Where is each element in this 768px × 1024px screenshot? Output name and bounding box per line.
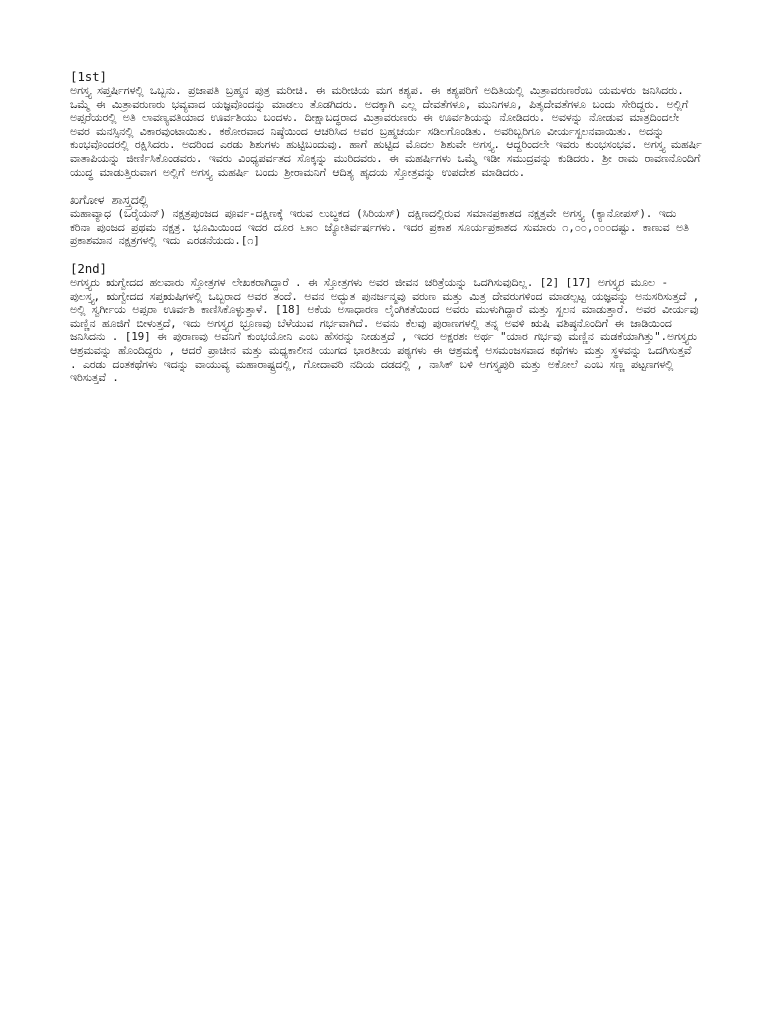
section-1st (70, 70, 702, 179)
section-heading: [2nd] (70, 260, 107, 276)
section-paragraph: ಅಗಸ್ತ್ಯ ಸಪ್ತರ್ಷಿಗಳಲ್ಲಿ ಒಬ್ಬನು. ಪ್ರಜಾಪತಿ ಬ್ರಹ್ಮನ ಪುತ್ರ ಮರೀಚಿ. ಈ ಮರೀಚಿಯ ಮಗ ಕಶ್ಯಪ. ಈ ಕಶ್ಯಪರಿಗೆ ಅದಿತಿಯಲ್ಲಿ ಮಿತ್ರಾವರುಣರೆಂಬ ಯಮಳರು ಜನಿಸಿದರು. ಒಮ್ಮೆ ಈ ಮಿತ್ರಾವರುಣರು ಭವ್ಯವಾದ ಯಜ್ಞವೊಂದನ್ನು ಮಾಡಲು ತೊಡಗಿದರು. ಅದಕ್ಕಾಗಿ ಎಲ್ಲ ದೇವತೆಗಳೂ, ಮುನಿಗಳೂ, ಪಿತೃದೇವತೆಗಳೂ ಬಂದು ಸೇರಿದ್ದರು. ಅಲ್ಲಿಗೆ ಅಪ್ಸರೆಯರಲ್ಲಿ ಅತಿ ಲಾವಣ್ಯವತಿಯಾದ ಊರ್ವಶಿಯು ಬಂದಳು. ದೀಕ್ಷಾಬದ್ಧರಾದ ಮಿತ್ರಾವರುಣರು ಈ ಊರ್ವಶಿಯನ್ನು ನೋಡಿದರು. ಅವಳನ್ನು ನೋಡುವ ಮಾತ್ರದಿಂದಲೇ ಅವರ ಮನಸ್ಸಿನಲ್ಲಿ ವಿಕಾರವುಂಟಾಯಿತು. ಕಠೋರವಾದ ನಿಷ್ಠೆಯಿಂದ ಆಚರಿಸಿದ ಅವರ ಬ್ರಹ್ಮಚರ್ಯ ಸಡಿಲಗೊಂಡಿತು. ಅವರಿಬ್ಬರಿಗೂ ವೀರ್ಯಸ್ಖಲನವಾಯಿತು. ಅದನ್ನು ಕುಂಭವೊಂದರಲ್ಲಿ ರಕ್ಷಿಸಿದರು. ಅದರಿಂದ ಎರಡು ಶಿಶುಗಳು ಹುಟ್ಟಿಬಂದುವು. ಹಾಗೆ ಹುಟ್ಟಿದ ಮೊದಲ ಶಿಶುವೇ ಅಗಸ್ತ್ಯ. ಆದ್ದರಿಂದಲೇ ಇವರು ಕುಂಭಸಂಭವ. ಅಗಸ್ತ್ಯ ಮಹರ್ಷಿ ವಾತಾಪಿಯನ್ನು ಜೀರ್ಣಿಸಿಕೊಂಡವರು. ಇವರು ವಿಂಧ್ಯಪರ್ವತದ ಸೊಕ್ಕನ್ನು ಮುರಿದವರು. ಈ ಮಹರ್ಷಿಗಳು ಒಮ್ಮೆ ಇಡೀ ಸಮುದ್ರವನ್ನು ಕುಡಿದರು. ಶ್ರೀ ರಾಮ ರಾವಣನೊಂದಿಗೆ ಯುದ್ಧ ಮಾಡುತ್ತಿರುವಾಗ ಅಲ್ಲಿಗೆ ಅಗಸ್ತ್ಯ ಮಹರ್ಷಿ ಬಂದು ಶ್ರೀರಾಮನಿಗೆ ಆದಿತ್ಯ ಹೃದಯ ಸ್ತೋತ್ರವನ್ನು ಉಪದೇಶ ಮಾಡಿದರು. (70, 84, 702, 179)
section-astronomy (70, 193, 702, 248)
document-page (70, 70, 702, 399)
section-heading: [1st] (70, 69, 107, 84)
section-heading: ಖಗೋಳ ಶಾಸ್ತ್ರದಲ್ಲಿ (70, 192, 148, 208)
section-2nd (70, 262, 702, 385)
section-paragraph: ಅಗಸ್ತ್ಯರು ಋಗ್ವೇದದ ಹಲವಾರು ಸ್ತೋತ್ರಗಳ ಲೇಖಕರಾಗಿದ್ದಾರೆ . ಈ ಸ್ತೋತ್ರಗಳು ಅವರ ಜೀವನ ಚರಿತ್ರೆಯನ್ನು ಒದಗಿಸುವುದಿಲ್ಲ. [2] [17] ಅಗಸ್ತ್ಯರ ಮೂಲ - ಪುಲಸ್ತ್ಯ, ಋಗ್ವೇದದ ಸಪ್ತಋಷಿಗಳಲ್ಲಿ ಒಬ್ಬರಾದ ಅವರ ತಂದೆ. ಅವನ ಅದ್ಭುತ ಪುನರ್ಜನ್ಮವು ವರುಣ ಮತ್ತು ಮಿತ್ರ ದೇವರುಗಳಿಂದ ಮಾಡಲ್ಪಟ್ಟ ಯಜ್ಞವನ್ನು ಅನುಸರಿಸುತ್ತದೆ , ಅಲ್ಲಿ ಸ್ವರ್ಗೀಯ ಅಪ್ಸರಾ ಊರ್ವಶಿ ಕಾಣಿಸಿಕೊಳ್ಳುತ್ತಾಳೆ. [18] ಅಕೆಯ ಅಸಾಧಾರಣ ಲೈಂಗಿಕತೆಯಿಂದ ಅವರು ಮುಳುಗಿದ್ದಾರೆ ಮತ್ತು ಸ್ಖಲನ ಮಾಡುತ್ತಾರೆ. ಅವರ ವೀರ್ಯವು ಮಣ್ಣಿನ ಹೂಜಿಗೆ ಬೀಳುತ್ತದೆ, ಇದು ಅಗಸ್ತ್ಯರ ಭ್ರೂಣವು ಬೆಳೆಯುವ ಗರ್ಭವಾಗಿದೆ. ಅವನು ಕೆಲವು ಪುರಾಣಗಳಲ್ಲಿ ತನ್ನ ಅವಳಿ ಋಷಿ ವಶಿಷ್ಠನೊಂದಿಗೆ ಈ ಜಾಡಿಯಿಂದ ಜನಿಸಿದನು . [19] ಈ ಪುರಾಣವು ಅವನಿಗೆ ಕುಂಭಯೋನಿ ಎಂಬ ಹೆಸರನ್ನು ನೀಡುತ್ತದೆ , ಇದರ ಅಕ್ಷರಶಃ ಅರ್ಥ "ಯಾರ ಗರ್ಭವು ಮಣ್ಣಿನ ಮಡಕೆಯಾಗಿತ್ತು".ಅಗಸ್ತ್ಯರು ಆಶ್ರಮವನ್ನು ಹೊಂದಿದ್ದರು , ಆದರೆ ಪ್ರಾಚೀನ ಮತ್ತು ಮಧ್ಯಕಾಲೀನ ಯುಗದ ಭಾರತೀಯ ಪಠ್ಯಗಳು ಈ ಆಶ್ರಮಕ್ಕೆ ಅಸಮಂಜಸವಾದ ಕಥೆಗಳು ಮತ್ತು ಸ್ಥಳವನ್ನು ಒದಗಿಸುತ್ತವೆ . ಎರಡು ದಂತಕಥೆಗಳು ಇದನ್ನು ವಾಯುವ್ಯ ಮಹಾರಾಷ್ಟ್ರದಲ್ಲಿ, ಗೋದಾವರಿ ನದಿಯ ದಡದಲ್ಲಿ , ನಾಸಿಕ್ ಬಳಿ ಅಗಸ್ತ್ಯಪುರಿ ಮತ್ತು ಅಕೋಲೆ ಎಂಬ ಸಣ್ಣ ಪಟ್ಟಣಗಳಲ್ಲಿ ಇರಿಸುತ್ತವೆ . (70, 275, 700, 385)
section-paragraph: ಮಹಾವ್ಯಾಧ (ಒರೈಯನ್) ನಕ್ಷತ್ರಪುಂಜದ ಪೂರ್ವ-ದಕ್ಷಿಣಕ್ಕೆ ಇರುವ ಲುಬ್ಧಕದ (ಸಿರಿಯಸ್) ದಕ್ಷಿಣದಲ್ಲಿರುವ ಸಮಾನಪ್ರಕಾಶದ ನಕ್ಷತ್ರವೇ ಅಗಸ್ತ್ಯ (ಕ್ಯಾನೋಪಸ್). ಇದು ಕರಿನಾ ಪುಂಜದ ಪ್ರಥಮ ನಕ್ಷತ್ರ. ಭೂಮಿಯಿಂದ ಇದರ ದೂರ ೬೫೦ ಜ್ಯೋತಿರ್ವರ್ಷಗಳು. ಇದರ ಪ್ರಕಾಶ ಸೂರ್ಯಪ್ರಕಾಶದ ಸುಮಾರು ೧,೦೦,೦೦೦ದಷ್ಟು. ಕಾಣುವ ಅತಿ ಪ್ರಕಾಶಮಾನ ನಕ್ಷತ್ರಗಳಲ್ಲಿ ಇದು ಎರಡನೆಯದು.[೧] (70, 207, 689, 248)
